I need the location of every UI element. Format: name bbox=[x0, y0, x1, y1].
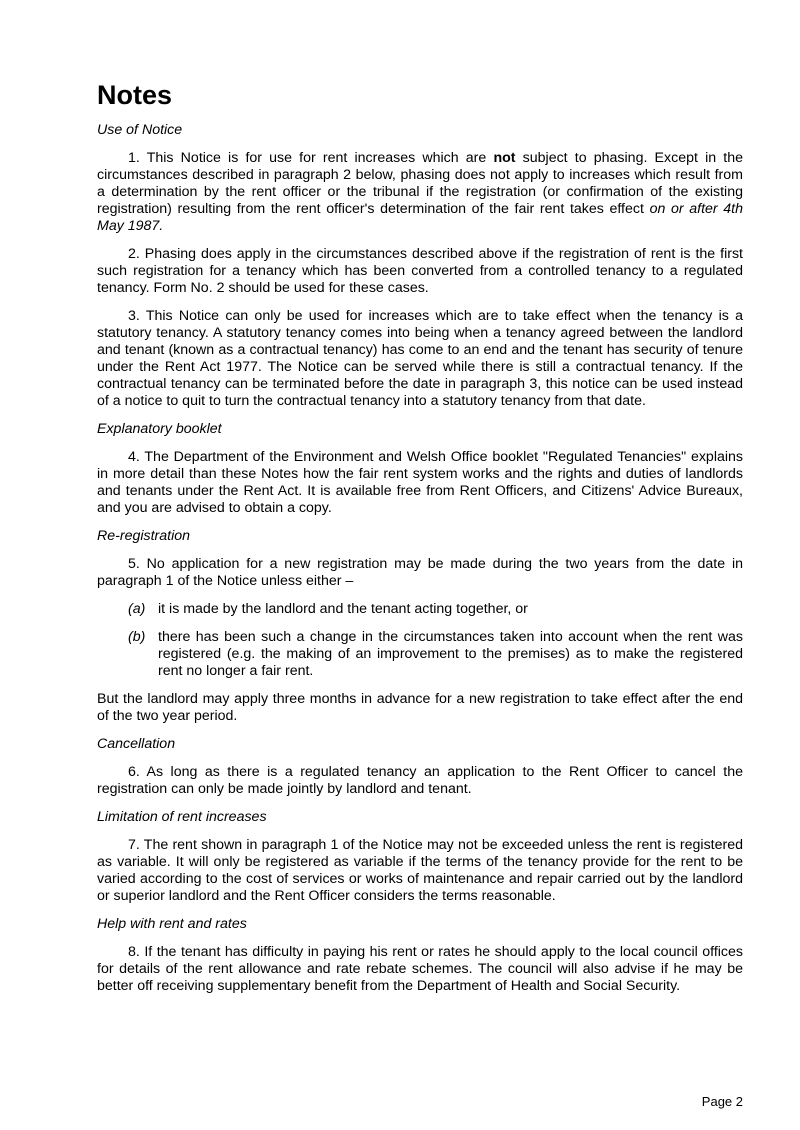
paragraph-3: 3. This Notice can only be used for increases which are to take effect when the tenancy is a statutory tenancy. A statutory tenancy comes into being when a tenancy agreed between the landlord and tenant (known as a contractual tenancy) has come to an end and the tenant has security of tenure under the Rent Act 1977. The Notice can be served while there is still a contractual tenancy. If the contractual tenancy can be terminated before the date in paragraph 3, this notice can be used instead of a notice to quit to turn the contractual tenancy into a statutory tenancy from that date. bbox=[97, 308, 743, 409]
paragraph-5: 5. No application for a new registration may be made during the two years from the date in paragraph 1 of the Notice unless either – bbox=[97, 556, 743, 589]
heading-limitation: Limitation of rent increases bbox=[97, 809, 267, 825]
list-text-b: there has been such a change in the circumstances taken into account when the rent was registered (e.g. the making of an improvement to the premises) as to make the registered rent no longer a fair rent. bbox=[158, 629, 743, 679]
list-marker-a: (a) bbox=[128, 601, 146, 617]
paragraph-8: 8. If the tenant has difficulty in paying his rent or rates he should apply to the local council offices for details of the rent allowance and rate rebate schemes. The council will also advise if he may be better off receiving supplementary benefit from the Department of Health and Social Security. bbox=[97, 944, 743, 994]
paragraph-1: 1. This Notice is for use for rent increases which are not subject to phasing. Except in the circumstances described in paragraph 2 below, phasing does not apply to increases which result from a determination by the rent officer or the tribunal if the registration (or confirmation of the existing registration) resulting from the rent officer's determination of the fair rent takes effect on or after 4th May 1987. bbox=[97, 150, 743, 234]
list-item-a bbox=[97, 601, 743, 618]
paragraph-2: 2. Phasing does apply in the circumstances described above if the registration of rent is the first such registration for a tenancy which has been converted from a controlled tenancy to a regulated tenancy. Form No. 2 should be used for these cases. bbox=[97, 246, 743, 296]
heading-use-of-notice: Use of Notice bbox=[97, 122, 183, 138]
heading-explanatory-booklet: Explanatory booklet bbox=[97, 421, 222, 437]
list-item-b bbox=[97, 629, 743, 680]
paragraph-5-tail: But the landlord may apply three months in advance for a new registration to take effect after the end of the two year period. bbox=[97, 691, 743, 724]
document-page bbox=[97, 78, 743, 1006]
paragraph-7: 7. The rent shown in paragraph 1 of the Notice may not be exceeded unless the rent is registered as variable. It will only be registered as variable if the terms of the tenancy provide for the rent to be varied according to the cost of services or works of maintenance and repair carried out by the landlord or superior landlord and the Rent Officer considers the terms reasonable. bbox=[97, 837, 743, 904]
heading-re-registration: Re-registration bbox=[97, 528, 191, 544]
page-number: Page 2 bbox=[701, 1094, 743, 1109]
page-title: Notes bbox=[97, 80, 173, 110]
list-marker-b: (b) bbox=[128, 629, 146, 645]
paragraph-4: 4. The Department of the Environment and Welsh Office booklet "Regulated Tenancies" explains in more detail than these Notes how the fair rent system works and the rights and duties of landlords and tenants under the Rent Act. It is available free from Rent Officers, and Citizens' Advice Bureaux, and you are advised to obtain a copy. bbox=[97, 449, 743, 516]
heading-help: Help with rent and rates bbox=[97, 916, 247, 932]
heading-cancellation: Cancellation bbox=[97, 736, 176, 752]
paragraph-6: 6. As long as there is a regulated tenancy an application to the Rent Officer to cancel the registration can only be made jointly by landlord and tenant. bbox=[97, 764, 743, 797]
list-text-a: it is made by the landlord and the tenant acting together, or bbox=[158, 601, 528, 617]
